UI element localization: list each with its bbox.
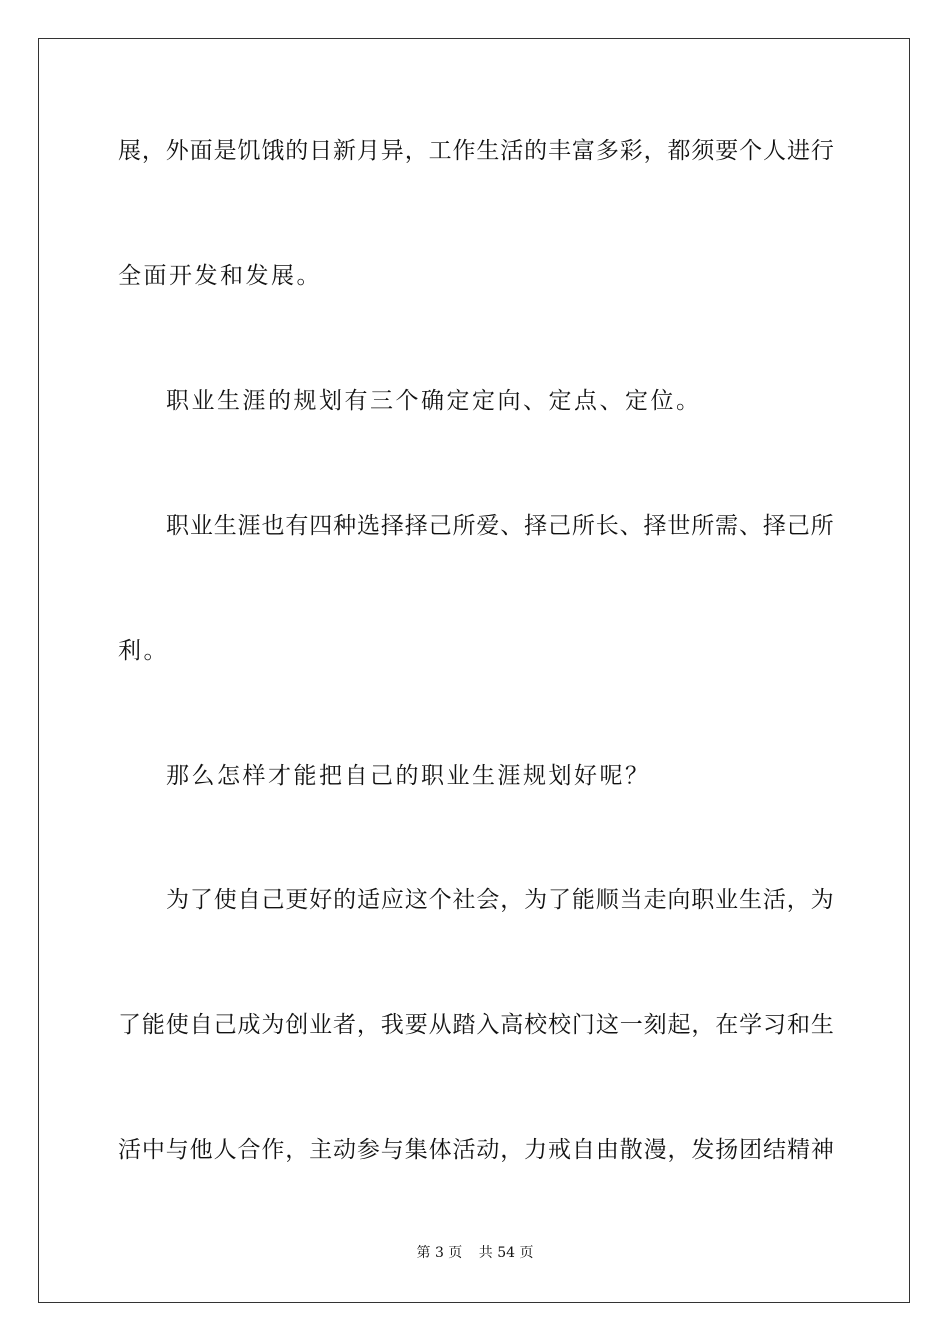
paragraph-line-8: 了 能 使 自 己 成 为 创 业 者 ， 我 要 从 踏 入 高 校 校 门 这 一 刻 起 ， 在 学 习 和 生 (118, 1012, 834, 1038)
page-border (38, 38, 910, 1303)
page-total: 共 54 页 (478, 1245, 534, 1261)
paragraph-line-9: 活 中 与 他 人 合 作 ， 主 动 参 与 集 体 活 动 ， 力 戒 自 由 散 漫 ， 发 扬 团 结 精 神 (118, 1137, 834, 1163)
page-number: 第 3 页 (416, 1245, 463, 1261)
paragraph-line-6: 那么怎样才能把自己的职业生涯规划好呢？ (166, 763, 651, 789)
paragraph-line-1: 展 ， 外 面 是 饥 饿 的 日 新 月 异 ， 工 作 生 活 的 丰 富 多 彩 ， 都 须 要 个 人 进 行 (118, 138, 834, 164)
paragraph-line-4: 职 业 生 涯 也 有 四 种 选 择 择 己 所 爱 、 择 己 所 长 、 择 世 所 需 、 择 己 所 (166, 513, 834, 539)
paragraph-line-2: 全面开发和发展。 (118, 263, 322, 289)
paragraph-line-5: 利。 (118, 638, 169, 664)
page-footer (0, 1244, 950, 1262)
paragraph-line-7: 为 了 使 自 己 更 好 的 适 应 这 个 社 会 ， 为 了 能 顺 当 走 向 职 业 生 活 ， 为 (166, 887, 834, 913)
paragraph-line-3: 职业生涯的规划有三个确定定向、定点、定位。 (166, 388, 702, 414)
